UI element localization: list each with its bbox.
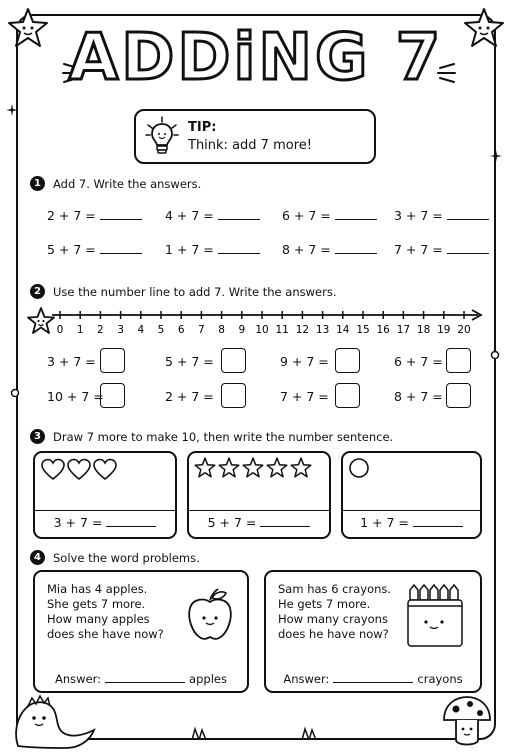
crayon-box-icon: [406, 582, 468, 650]
answer-row: Answer: crayons: [283, 672, 463, 686]
number-line-label: 0: [56, 324, 64, 336]
star-icon: [194, 457, 314, 479]
answer-line[interactable]: [105, 673, 185, 683]
addition-problem: 7 + 7 =: [280, 389, 329, 404]
answer-line[interactable]: [260, 517, 310, 527]
grass-icon: [300, 726, 320, 740]
answer-line[interactable]: [106, 517, 156, 527]
section-3-header: [30, 429, 393, 444]
sparkle-icon: [6, 104, 18, 116]
number-line-label: 14: [336, 324, 350, 336]
addition-problem: 9 + 7 =: [280, 354, 329, 369]
answer-box[interactable]: [100, 383, 125, 408]
sparkle-icon: [490, 150, 502, 162]
section-number: 2: [30, 284, 45, 299]
number-line-label: 7: [198, 324, 205, 336]
answer-box[interactable]: [100, 348, 125, 373]
number-line-label: 13: [315, 324, 330, 336]
draw-more-card[interactable]: [33, 451, 177, 539]
number-line-label: 16: [376, 324, 390, 336]
dinosaur-icon: [10, 690, 100, 752]
number-line-label: 3: [117, 324, 124, 336]
section-instruction: Solve the word problems.: [53, 550, 200, 565]
number-line-label: 10: [255, 324, 269, 336]
answer-line[interactable]: [218, 244, 260, 254]
number-line-label: 5: [157, 324, 165, 336]
mushroom-icon: [440, 694, 494, 750]
heart-icon: [41, 458, 117, 482]
answer-line[interactable]: [100, 244, 142, 254]
page-title: ADDiNG 7: [68, 21, 444, 95]
story-line: How many apples: [47, 612, 150, 626]
tip-box: [134, 109, 376, 164]
story-line: How many crayons: [278, 612, 388, 626]
section-4-header: [30, 550, 200, 565]
addition-problem: 7 + 7 =: [394, 242, 489, 257]
number-line-label: 20: [457, 324, 471, 336]
addition-problem: 3 + 7 =: [394, 208, 489, 223]
section-instruction: Draw 7 more to make 10, then write the number sentence.: [53, 429, 394, 444]
story-line: Mia has 4 apples.: [47, 582, 148, 596]
number-line-label: 11: [275, 324, 289, 336]
addition-problem: 6 + 7 =: [394, 354, 443, 369]
story-line: does he have now?: [278, 627, 389, 641]
addition-problem: 2 + 7 =: [47, 208, 142, 223]
addition-problem: 1 + 7 =: [165, 242, 260, 257]
number-line-label: 2: [97, 324, 104, 336]
number-line-label: 19: [437, 324, 451, 336]
draw-more-card[interactable]: [341, 451, 482, 539]
word-problem-card: [264, 570, 482, 693]
addition-problem: 5 + 7 =: [165, 354, 214, 369]
answer-box[interactable]: [446, 383, 471, 408]
number-line-label: 4: [137, 324, 145, 336]
answer-line[interactable]: [413, 517, 463, 527]
answer-line[interactable]: [447, 244, 489, 254]
tip-text: Think: add 7 more!: [188, 138, 312, 153]
number-line-label: 6: [177, 324, 185, 336]
circle-icon: [348, 457, 370, 479]
answer-row: Answer: apples: [55, 672, 227, 686]
section-number: 4: [30, 550, 45, 565]
number-line: [50, 306, 486, 338]
section-instruction: Use the number line to add 7. Write the answers.: [53, 284, 337, 299]
draw-more-card[interactable]: [187, 451, 331, 539]
answer-line[interactable]: [100, 210, 142, 220]
number-line-label: 9: [238, 324, 246, 336]
number-line-label: 18: [416, 324, 431, 336]
answer-box[interactable]: [335, 383, 360, 408]
answer-box[interactable]: [221, 348, 246, 373]
answer-line[interactable]: [333, 673, 413, 683]
answer-line[interactable]: [335, 244, 377, 254]
story-line: Sam has 6 crayons.: [278, 582, 392, 596]
addition-problem: 3 + 7 =: [47, 354, 96, 369]
story-line: does she have now?: [47, 627, 164, 641]
number-line-label: 12: [295, 324, 310, 336]
section-2-header: [30, 284, 336, 299]
answer-line[interactable]: [335, 210, 377, 220]
answer-line[interactable]: [218, 210, 260, 220]
section-instruction: Add 7. Write the answers.: [53, 176, 202, 191]
section-number: 3: [30, 429, 45, 444]
addition-problem: 10 + 7 =: [47, 389, 104, 404]
word-problem-card: [33, 570, 249, 693]
addition-problem: 2 + 7 =: [165, 389, 214, 404]
number-line-label: 8: [218, 324, 225, 336]
tip-label: TIP:: [188, 120, 217, 135]
answer-box[interactable]: [446, 348, 471, 373]
circle-dot-icon: [490, 350, 500, 360]
circle-dot-icon: [10, 388, 20, 398]
answer-box[interactable]: [335, 348, 360, 373]
addition-problem: 8 + 7 =: [282, 242, 377, 257]
story-line: He gets 7 more.: [278, 597, 371, 611]
story-line: She gets 7 more.: [47, 597, 146, 611]
addition-problem: 8 + 7 =: [394, 389, 443, 404]
number-sentence: 5 + 7 =: [189, 515, 329, 530]
answer-line[interactable]: [447, 210, 489, 220]
addition-problem: 6 + 7 =: [282, 208, 377, 223]
addition-problem: 5 + 7 =: [47, 242, 142, 257]
number-sentence: 1 + 7 =: [343, 515, 480, 530]
answer-box[interactable]: [221, 383, 246, 408]
number-line-label: 15: [356, 324, 370, 336]
grass-icon: [190, 726, 210, 740]
number-line-label: 17: [396, 324, 411, 336]
apple-icon: [185, 586, 235, 642]
number-sentence: 3 + 7 =: [35, 515, 175, 530]
section-number: 1: [30, 176, 45, 191]
number-line-label: 1: [76, 324, 84, 336]
lightbulb-icon: [144, 115, 180, 159]
section-1-header: [30, 176, 201, 191]
addition-problem: 4 + 7 =: [165, 208, 260, 223]
